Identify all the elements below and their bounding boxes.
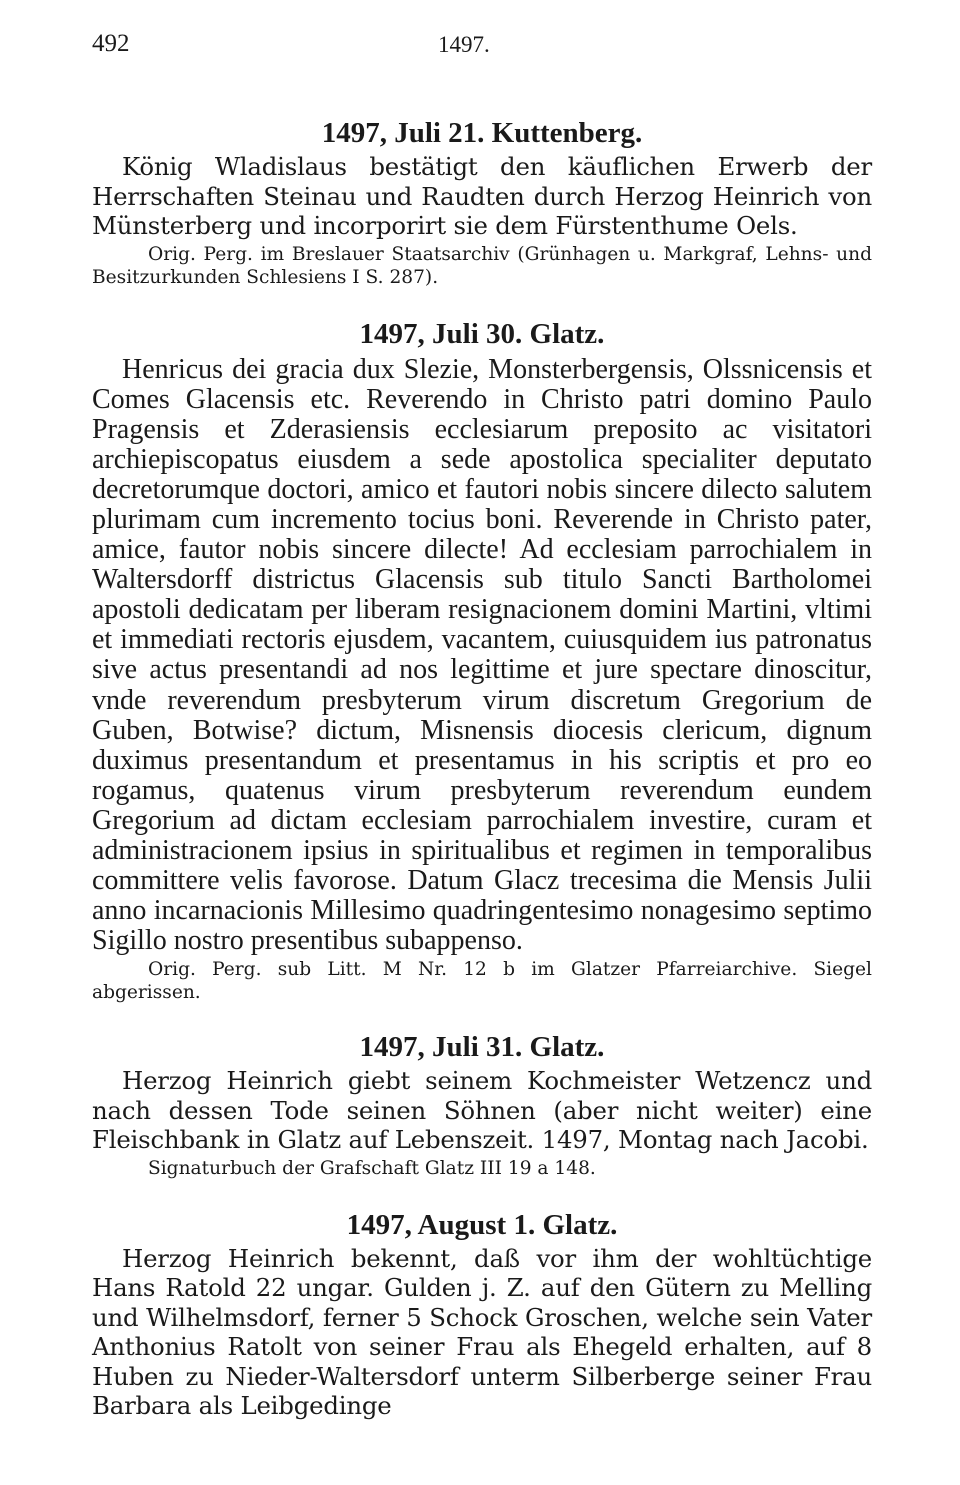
document-page (92, 30, 872, 1421)
entry-source-note: Orig. Perg. sub Litt. M Nr. 12 b im Glatzer Pfarreiarchive. Siegel abgerissen. (92, 959, 872, 1004)
entry-summary: König Wladislaus bestätigt den käuflichen Erwerb der Herrschaften Steinau und Raudten durch Herzog Heinrich von Münsterberg und incorporirt sie dem Fürstenthume Oels. (92, 152, 872, 240)
entry-heading: 1497, Juli 30. Glatz. (359, 317, 605, 350)
entry-heading: 1497, August 1. Glatz. (346, 1208, 618, 1241)
entry-heading: 1497, Juli 31. Glatz. (359, 1031, 605, 1064)
entry-latin-text: Henricus dei gracia dux Slezie, Monsterbergensis, Olssnicensis et Comes Glacensis etc. Reverendo in Christo patri domino Paulo Pragensis et Zderasiensis ecclesiarum preposito ac visitatori archiepiscopatus eiusdem a sede apostolica specialiter deputato decretorumque doctori, amico et fautori nobis sincere dilecto salutem plurimam cum incremento tocius boni. Reverende in Christo pater, amice, fautor nobis sincere dilecte! Ad ecclesiam parrochialem in Waltersdorff districtus Glacensis sub titulo Sancti Bartholomei apostoli dedicatam per liberam resignacionem domini Martini, vltimi et immediati rectoris ejusdem, vacantem, cuiusquidem ius patronatus sive actus presentandi ad nos legittime et jure spectare dinoscitur, vnde reverendum presbyterum virum discretum Gregorium de Guben, Botwise? dictum, Misnensis diocesis clericum, dignum duximus presentandum et presentamus in his scriptis et pro eo rogamus, quatenus virum presbyterum reverendum eundem Gregorium ad dictam ecclesiam parrochialem investire, curam et administracionem ipsius in spiritualibus et regimen in temporalibus committere velis favorose. Datum Glacz trecesima die Mensis Julii anno incarnacionis Millesimo quadringentesimo nonagesimo septimo Sigillo nostro presentibus subappenso. (92, 353, 872, 957)
entry-summary: Herzog Heinrich giebt seinem Kochmeister Wetzencz und nach dessen Tode seinen Söhnen (aber nicht weiter) eine Fleischbank in Glatz auf Lebenszeit. 1497, Montag nach Jacobi. (92, 1066, 872, 1155)
entry-source-note: Orig. Perg. im Breslauer Staatsarchiv (Grünhagen u. Markgraf, Lehns- und Besitzurkunden Schlesiens I S. 287). (92, 243, 872, 288)
entry-summary: Herzog Heinrich bekennt, daß vor ihm der wohltüchtige Hans Ratold 22 ungar. Gulden j. Z. auf den Gütern zu Melling und Wilhelmsdorf, ferner 5 Schock Groschen, welche sein Vater Anthonius Ratolt von seiner Frau als Ehegeld erhalten, auf 8 Huben zu Nieder-Waltersdorf unterm Silberberge seiner Frau Barbara als Leibgedinge (92, 1243, 872, 1421)
page-number: 492 (92, 30, 130, 57)
entry-source-note: Signaturbuch der Grafschaft Glatz III 19 a 148. (148, 1157, 596, 1179)
running-header (92, 30, 872, 70)
running-head-year: 1497. (438, 32, 490, 57)
entry-heading: 1497, Juli 21. Kuttenberg. (321, 117, 643, 149)
